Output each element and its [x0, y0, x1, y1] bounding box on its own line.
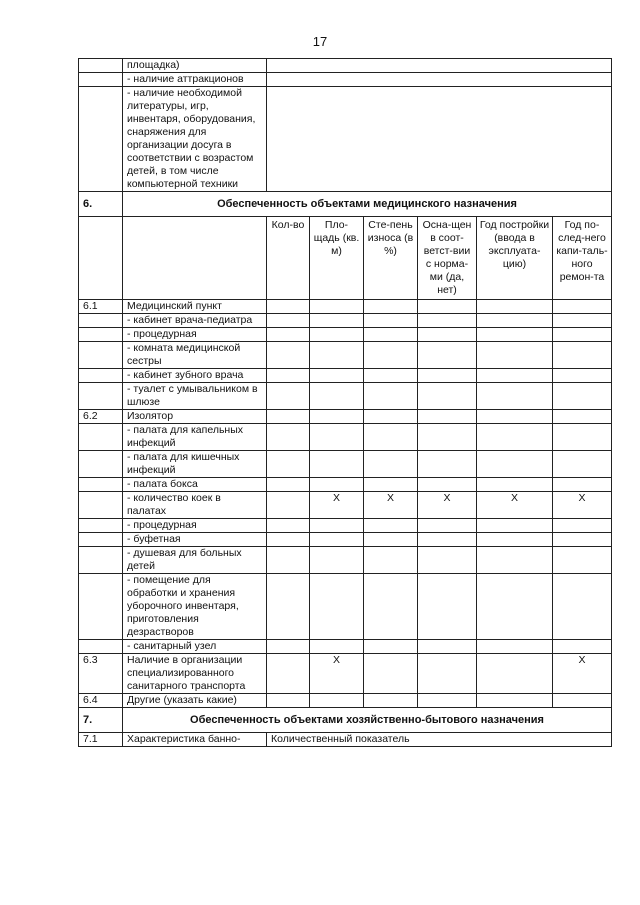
facilities-table [78, 58, 612, 747]
table-cell [418, 574, 477, 640]
table-cell [267, 478, 310, 492]
table-cell [267, 654, 310, 694]
table-cell [310, 640, 364, 654]
table-cell [553, 694, 612, 708]
table-cell [418, 640, 477, 654]
table-row [79, 383, 612, 410]
table-cell [477, 694, 553, 708]
table-cell [310, 451, 364, 478]
table-cell [477, 300, 553, 314]
table-cell [418, 519, 477, 533]
table-cell [310, 369, 364, 383]
table-cell [553, 519, 612, 533]
table-cell [267, 640, 310, 654]
table-cell: Х [553, 654, 612, 694]
section-6-header [79, 192, 612, 217]
table-cell: Х [310, 654, 364, 694]
table-cell [553, 342, 612, 369]
section-number: 6. [79, 192, 123, 217]
table-cell [418, 314, 477, 328]
table-cell: Х [553, 492, 612, 519]
row-label: - наличие необходимой литературы, игр, инвентаря, оборудования, снаряжения для организации досуга в соответствии с возрастом детей, в том числе компьютерной техники [123, 87, 267, 192]
row-number [79, 533, 123, 547]
table-cell [310, 383, 364, 410]
table-cell [364, 424, 418, 451]
table-cell [267, 410, 310, 424]
table-cell [310, 533, 364, 547]
row-number: 6.1 [79, 300, 123, 314]
table-cell [310, 478, 364, 492]
table-cell [267, 574, 310, 640]
row-number [79, 547, 123, 574]
table-cell [418, 410, 477, 424]
row-label: Изолятор [123, 410, 267, 424]
table-cell [267, 694, 310, 708]
row-label: - буфетная [123, 533, 267, 547]
table-cell [418, 478, 477, 492]
table-row [79, 451, 612, 478]
row-number: 6.3 [79, 654, 123, 694]
table-cell [553, 547, 612, 574]
row-number [79, 519, 123, 533]
table-cell [310, 424, 364, 451]
table-cell [364, 328, 418, 342]
table-row [79, 533, 612, 547]
table-cell [418, 342, 477, 369]
table-row [79, 410, 612, 424]
table-cell [553, 328, 612, 342]
row-number: 6.4 [79, 694, 123, 708]
page-number: 17 [312, 34, 328, 49]
table-cell [310, 328, 364, 342]
table-cell [310, 300, 364, 314]
table-cell [477, 383, 553, 410]
row-number [79, 640, 123, 654]
table-cell [477, 574, 553, 640]
section-7-header [79, 708, 612, 733]
table-cell [553, 410, 612, 424]
row-number [79, 369, 123, 383]
table-cell: Х [477, 492, 553, 519]
table-row [79, 314, 612, 328]
table-row [79, 369, 612, 383]
table-row [79, 694, 612, 708]
table-cell [418, 451, 477, 478]
table-cell [310, 694, 364, 708]
table-cell [477, 533, 553, 547]
table-cell [267, 342, 310, 369]
column-header: Осна-щен в соот-ветст-вии с норма-ми (да, нет) [418, 217, 477, 300]
table-row [79, 733, 612, 747]
table-row [79, 478, 612, 492]
table-cell: Х [310, 492, 364, 519]
table-cell [267, 300, 310, 314]
row-number [79, 492, 123, 519]
table-cell [418, 328, 477, 342]
table-cell: Х [418, 492, 477, 519]
table-cell [553, 383, 612, 410]
table-cell [418, 383, 477, 410]
table-row [79, 424, 612, 451]
row-label: - палата бокса [123, 478, 267, 492]
table-cell [267, 533, 310, 547]
table-cell [553, 533, 612, 547]
table-cell: Количественный показатель [267, 733, 612, 747]
row-number [79, 314, 123, 328]
row-label: Медицинский пункт [123, 300, 267, 314]
table-cell [477, 328, 553, 342]
table-cell [418, 547, 477, 574]
row-number [79, 342, 123, 369]
row-label: - процедурная [123, 519, 267, 533]
section-title: Обеспеченность объектами хозяйственно-бытового назначения [123, 708, 612, 733]
table-cell [364, 519, 418, 533]
row-label: - комната медицинской сестры [123, 342, 267, 369]
table-cell [418, 654, 477, 694]
table-row [79, 654, 612, 694]
table-cell [477, 410, 553, 424]
table-cell [553, 314, 612, 328]
table-cell [364, 654, 418, 694]
table-cell [477, 424, 553, 451]
table-cell [364, 410, 418, 424]
table-cell [310, 342, 364, 369]
table-cell [267, 314, 310, 328]
table-cell [310, 410, 364, 424]
row-label: Характеристика банно- [123, 733, 267, 747]
table-cell [477, 547, 553, 574]
table-row [79, 87, 612, 192]
table-cell [553, 451, 612, 478]
row-label: - палата для кишечных инфекций [123, 451, 267, 478]
table-cell [364, 383, 418, 410]
section-number: 7. [79, 708, 123, 733]
table-cell [477, 478, 553, 492]
row-label: Наличие в организации специализированного санитарного транспорта [123, 654, 267, 694]
table-cell [418, 533, 477, 547]
table-cell [477, 369, 553, 383]
row-number [79, 574, 123, 640]
table-cell [477, 342, 553, 369]
table-cell [364, 547, 418, 574]
table-cell [267, 492, 310, 519]
table-cell [477, 519, 553, 533]
table-cell [553, 424, 612, 451]
table-cell [267, 328, 310, 342]
row-number [79, 383, 123, 410]
table-row [79, 59, 612, 73]
table-row [79, 519, 612, 533]
row-label: - количество коек в палатах [123, 492, 267, 519]
column-header: Сте-пень износа (в %) [364, 217, 418, 300]
table-cell [418, 369, 477, 383]
table-row [79, 73, 612, 87]
section-title: Обеспеченность объектами медицинского назначения [123, 192, 612, 217]
table-cell [477, 314, 553, 328]
table-cell [310, 574, 364, 640]
table-cell [477, 451, 553, 478]
row-number [79, 451, 123, 478]
table-cell [364, 574, 418, 640]
table-cell [364, 640, 418, 654]
row-label: площадка) [123, 59, 267, 73]
table-cell [267, 369, 310, 383]
table-cell [364, 342, 418, 369]
row-label: - туалет с умывальником в шлюзе [123, 383, 267, 410]
table-cell: Х [364, 492, 418, 519]
table-cell [267, 519, 310, 533]
column-header: Пло-щадь (кв. м) [310, 217, 364, 300]
table-cell [267, 547, 310, 574]
row-label: Другие (указать какие) [123, 694, 267, 708]
table-cell [553, 574, 612, 640]
table-row [79, 574, 612, 640]
table-cell [477, 654, 553, 694]
column-header: Кол-во [267, 217, 310, 300]
table-cell [553, 478, 612, 492]
row-label: - помещение для обработки и хранения уборочного инвентаря, приготовления дезрастворов [123, 574, 267, 640]
table-cell [418, 424, 477, 451]
row-number [79, 328, 123, 342]
table-cell [267, 451, 310, 478]
table-cell [310, 547, 364, 574]
table-row [79, 342, 612, 369]
table-cell [267, 383, 310, 410]
table-cell [267, 424, 310, 451]
table-cell [553, 640, 612, 654]
row-label: - кабинет врача-педиатра [123, 314, 267, 328]
row-label: - палата для капельных инфекций [123, 424, 267, 451]
row-label: - наличие аттракционов [123, 73, 267, 87]
row-number [79, 478, 123, 492]
table-cell [364, 533, 418, 547]
table-row [79, 492, 612, 519]
column-header-row [79, 217, 612, 300]
column-header: Год по-след-него капи-таль-ного ремон-та [553, 217, 612, 300]
table-cell [310, 314, 364, 328]
table-row [79, 328, 612, 342]
table-row [79, 547, 612, 574]
table-cell [364, 369, 418, 383]
row-label: - кабинет зубного врача [123, 369, 267, 383]
row-number: 7.1 [79, 733, 123, 747]
table-cell [364, 451, 418, 478]
table-cell [364, 694, 418, 708]
table-cell [364, 478, 418, 492]
table-cell [364, 314, 418, 328]
table-cell [364, 300, 418, 314]
table-row [79, 300, 612, 314]
table-cell [418, 300, 477, 314]
table-cell [310, 519, 364, 533]
table-cell [477, 640, 553, 654]
row-label: - процедурная [123, 328, 267, 342]
row-label: - душевая для больных детей [123, 547, 267, 574]
column-header: Год постройки (ввода в эксплуата-цию) [477, 217, 553, 300]
table-row [79, 640, 612, 654]
row-number [79, 424, 123, 451]
table-cell [553, 369, 612, 383]
row-label: - санитарный узел [123, 640, 267, 654]
row-number: 6.2 [79, 410, 123, 424]
table-cell [553, 300, 612, 314]
table-cell [418, 694, 477, 708]
